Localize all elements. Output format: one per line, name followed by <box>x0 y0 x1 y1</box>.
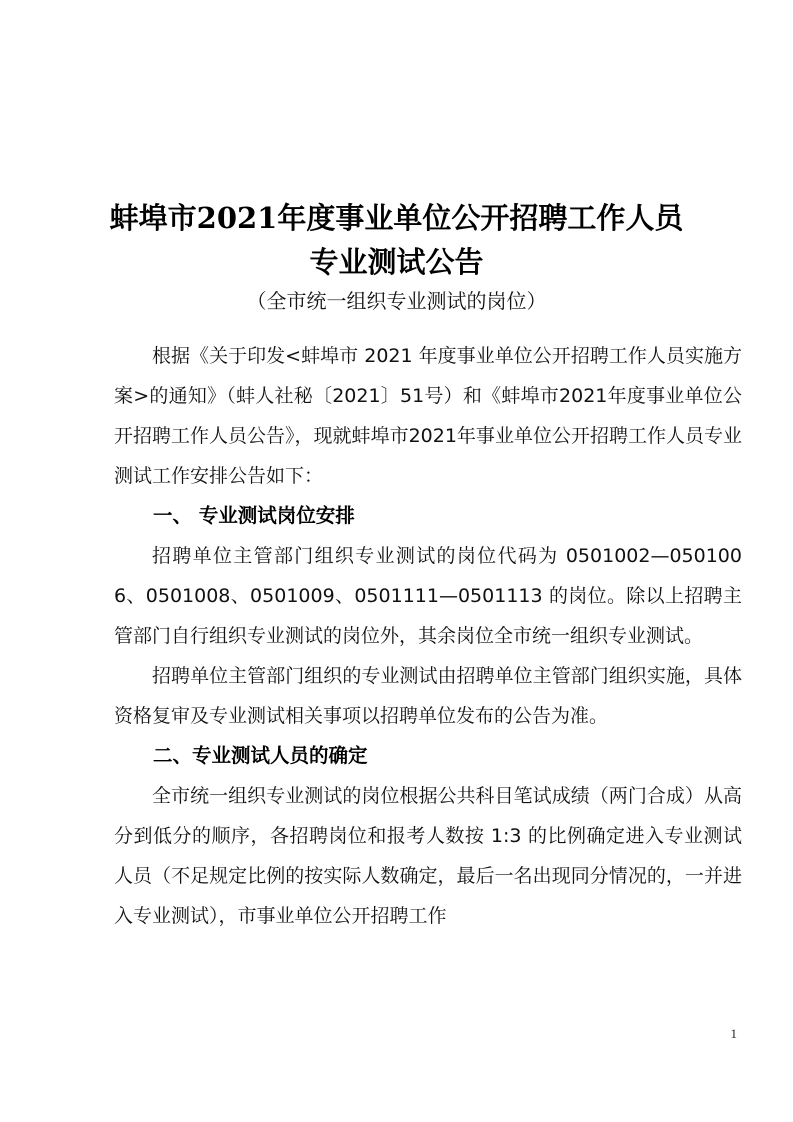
document-body <box>114 336 742 936</box>
section-2-heading: 二、专业测试人员的确定 <box>153 744 368 767</box>
section-2-paragraph-1: 全市统一组织专业测试的岗位根据公共科目笔试成绩（两门合成）从高分到低分的顺序，各招聘岗位和报考人数按 1:3 的比例确定进入专业测试人员（不足规定比例的按实际人数确定，最后一名出现同分情况的，一并进入专业测试），市事业单位公开招聘工作 <box>114 785 742 927</box>
document-title-line-2: 专业测试公告 <box>309 245 484 279</box>
intro-paragraph: 根据《关于印发<蚌埠市 2021 年度事业单位公开招聘工作人员实施方案>的通知》（蚌人社秘〔2021〕51号）和《蚌埠市2021年度事业单位公开招聘工作人员公告》，现就蚌埠市2021年事业单位公开招聘工作人员专业测试工作安排公告如下： <box>114 345 742 487</box>
section-1-heading: 一、 专业测试岗位安排 <box>153 504 355 527</box>
section-1-paragraph-1: 招聘单位主管部门组织专业测试的岗位代码为 0501002—0501006、0501008、0501009、0501111—0501113 的岗位。除以上招聘主管部门自行组织专业测试的岗位外，其余岗位全市统一组织专业测试。 <box>114 545 742 647</box>
page-number: 1 <box>730 1026 737 1041</box>
section-1-paragraph-2: 招聘单位主管部门组织的专业测试由招聘单位主管部门组织实施，具体资格复审及专业测试相关事项以招聘单位发布的公告为准。 <box>114 665 742 727</box>
document-title-line-1: 蚌埠市2021年度事业单位公开招聘工作人员 <box>109 201 684 235</box>
document-subtitle: （全市统一组织专业测试的岗位） <box>246 289 547 313</box>
